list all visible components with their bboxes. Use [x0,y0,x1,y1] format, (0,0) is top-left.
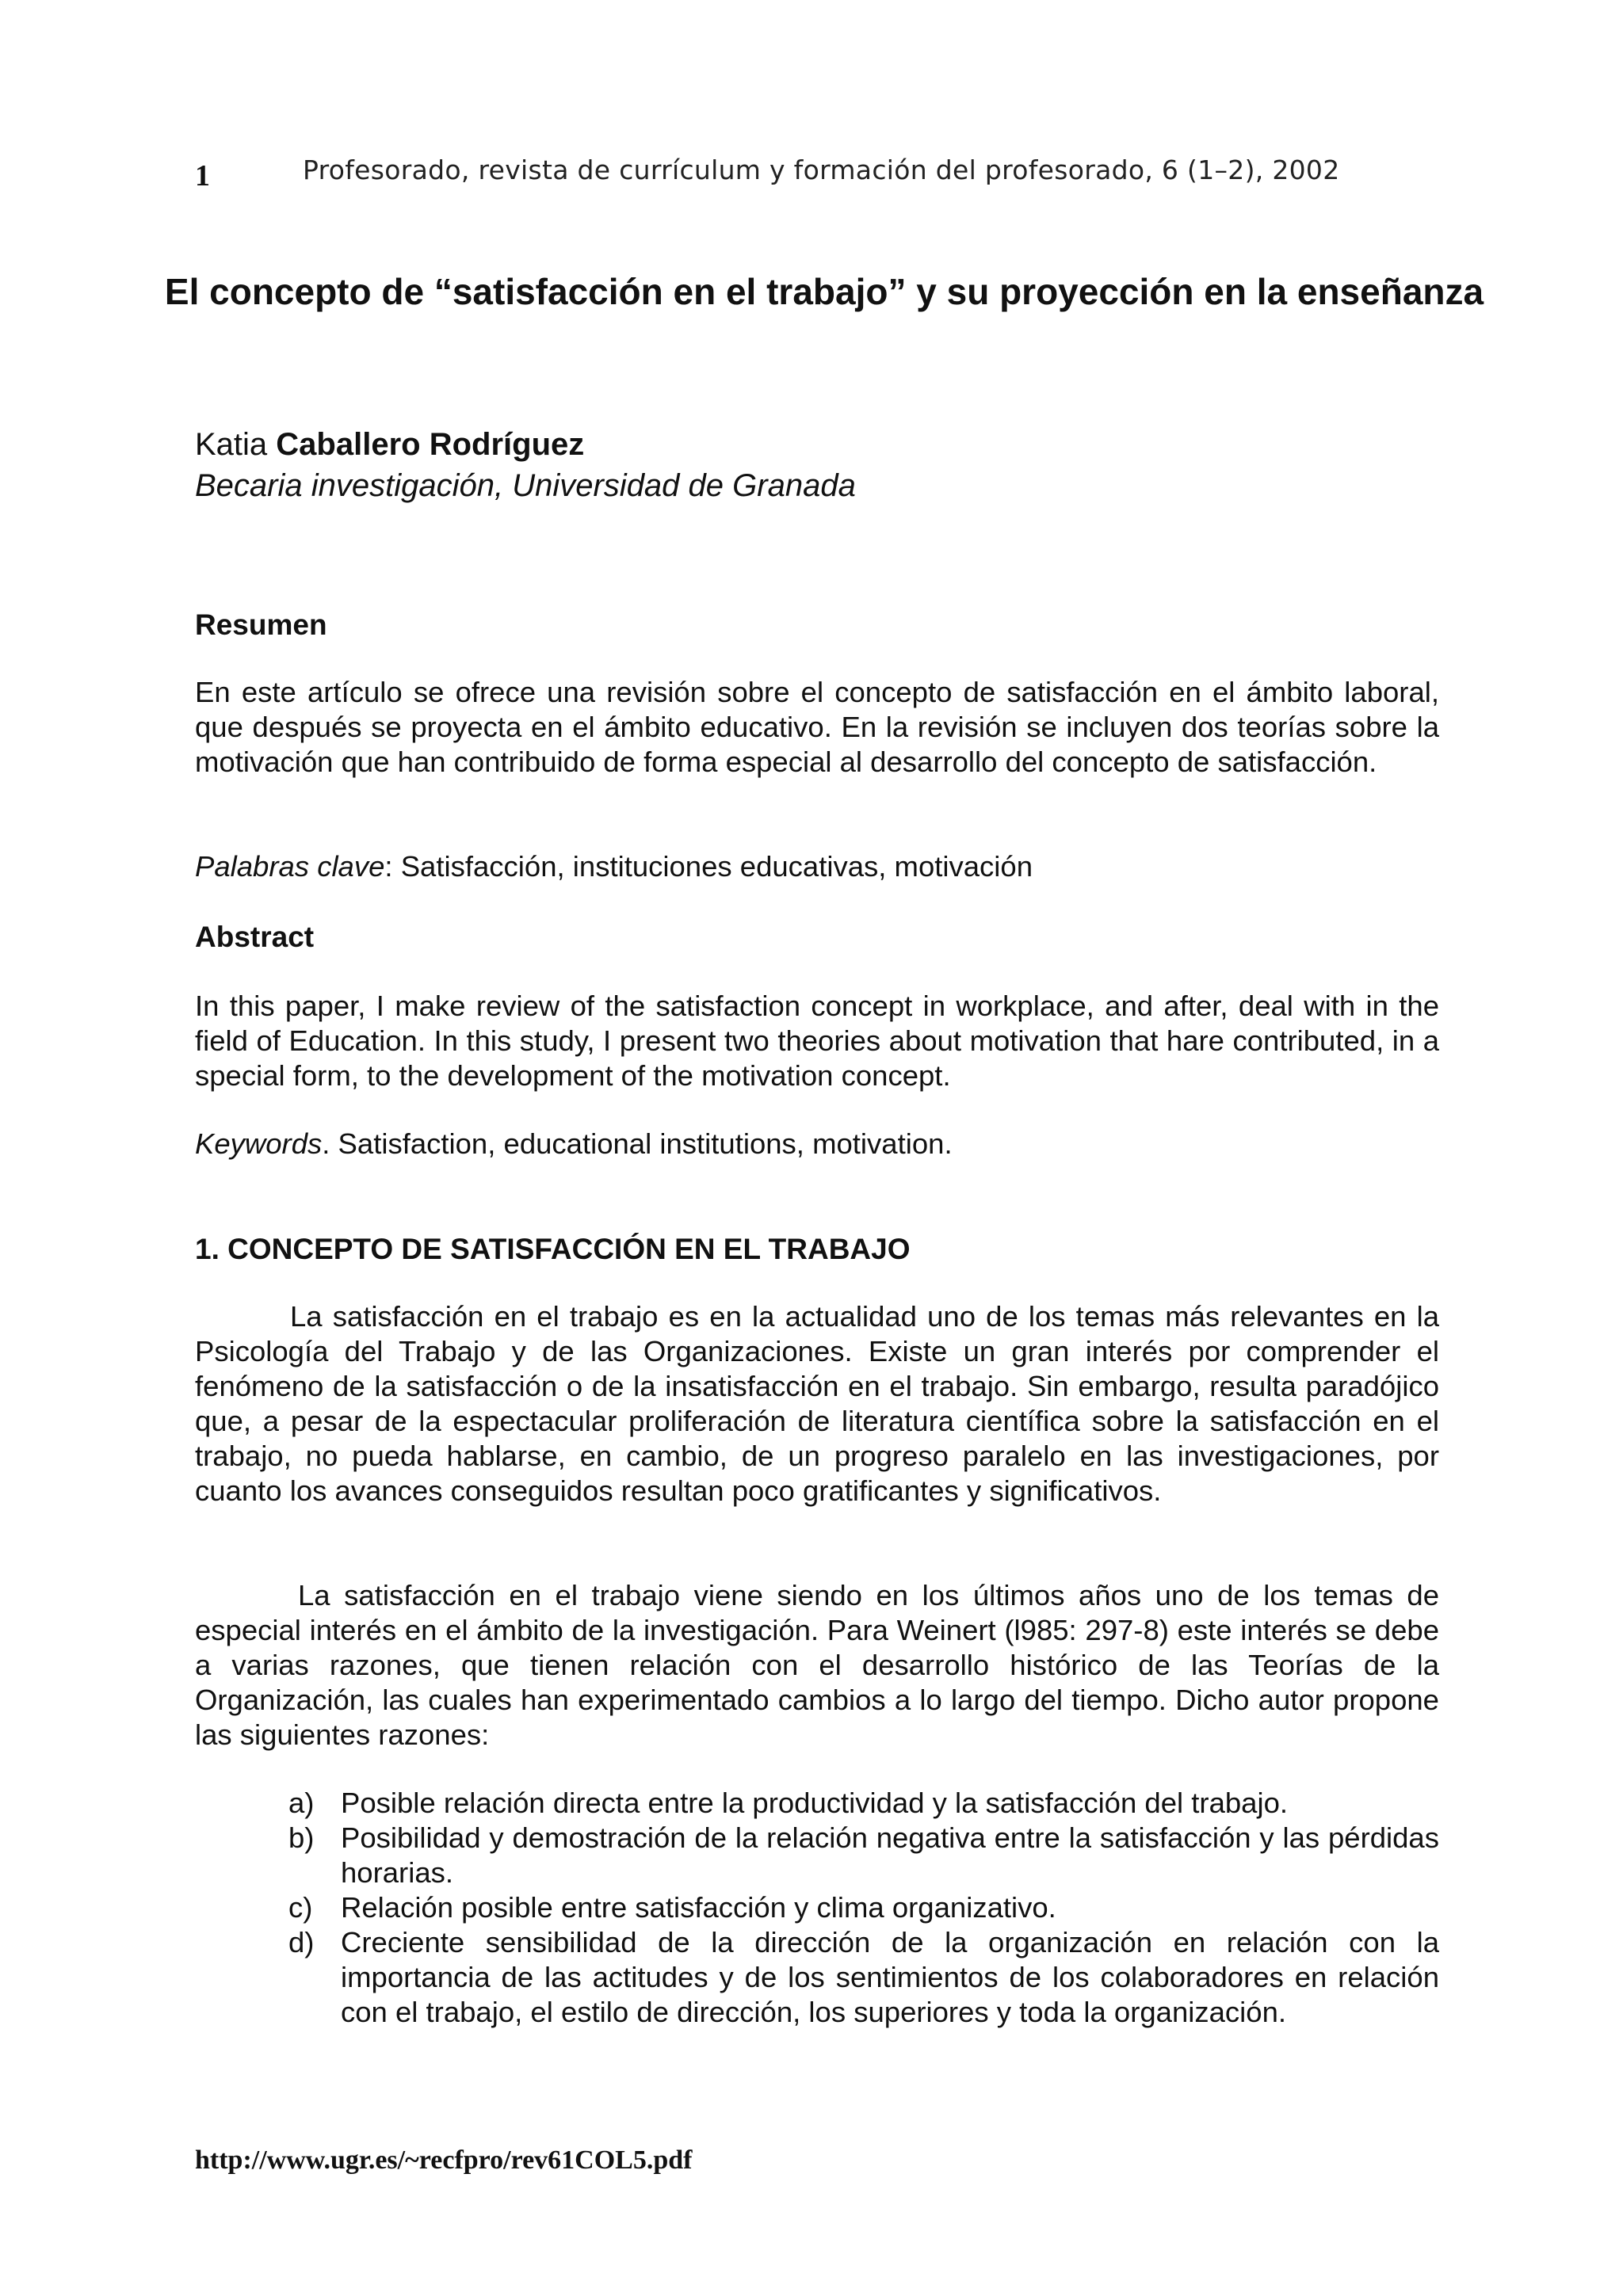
footer-url: http://www.ugr.es/~recfpro/rev61COL5.pdf [195,2145,693,2175]
page-number: 1 [195,159,210,193]
author-name [195,425,584,464]
reasons-list [288,1786,1439,2030]
keywords-label-en: Keywords [195,1127,323,1160]
abstract-keywords [195,1127,1439,1161]
list-marker: d) [288,1926,315,1958]
resumen-keywords [195,849,1439,884]
list-item [288,1786,1439,1821]
resumen-heading: Resumen [195,608,327,641]
keywords-en: . Satisfaction, educational institutions, motivation. [322,1127,953,1160]
resumen-body: En este artículo se ofrece una revisión sobre el concepto de satisfacción en el ámbito laboral, que después se proyecta en el ámbito educativo. En la revisión se incluyen dos teorías sobre la motivación que han contribuido de forma especial al desarrollo del concepto de satisfacción. [195,676,1439,778]
author-surname: Caballero Rodríguez [276,427,585,462]
page-header [195,154,1463,202]
list-item-text: Relación posible entre satisfacción y clima organizativo. [341,1891,1056,1924]
list-item-text: Creciente sensibilidad de la dirección de la organización en relación con la importancia de las actitudes y de los sentimientos de los colaboradores en relación con el trabajo, el estilo de dirección, los superiores y toda la organización. [341,1926,1439,2028]
abstract-heading: Abstract [195,921,315,953]
section-1-paragraph-2: La satisfacción en el trabajo viene siendo en los últimos años uno de los temas de especial interés en el ámbito de la investigación. Para Weinert (l985: 297-8) este interés se debe a varias razones, que tienen relación con el desarrollo histórico de las Teorías de la Organización, las cuales han experimentado cambios a lo largo del tiempo. Dicho autor propone las siguientes razones: [195,1579,1439,1751]
list-item [288,1890,1439,1925]
list-item-text: Posibilidad y demostración de la relación negativa entre la satisfacción y las pérdidas horarias. [341,1821,1439,1889]
author-first-name: Katia [195,427,268,462]
list-item-text: Posible relación directa entre la productividad y la satisfacción del trabajo. [341,1787,1289,1819]
list-marker: c) [288,1891,313,1924]
journal-citation: Profesorado, revista de currículum y formación del profesorado, 6 (1–2), 2002 [303,154,1340,185]
keywords-label-es: Palabras clave [195,850,385,883]
list-marker: a) [288,1787,315,1819]
list-marker: b) [288,1821,315,1854]
author-affiliation: Becaria investigación, Universidad de Granada [195,468,856,503]
article-title: El concepto de “satisfacción en el trabajo” y su proyección en la enseñanza [164,271,1484,312]
section-1-heading: 1. CONCEPTO DE SATISFACCIÓN EN EL TRABAJO [195,1233,911,1265]
list-item [288,1925,1439,2030]
abstract-body: In this paper, I make review of the satisfaction concept in workplace, and after, deal with in the field of Education. In this study, I present two theories about motivation that hare contributed, in a special form, to the development of the motivation concept. [195,990,1439,1092]
list-item [288,1821,1439,1890]
section-1-paragraph-1: La satisfacción en el trabajo es en la actualidad uno de los temas más relevantes en la Psicología del Trabajo y de las Organizaciones. Existe un gran interés por comprender el fenómeno de la satisfacción o de la insatisfacción en el trabajo. Sin embargo, resulta paradójico que, a pesar de la espectacular proliferación de literatura científica sobre la satisfacción en el trabajo, no pueda hablarse, en cambio, de un progreso paralelo en las investigaciones, por cuanto los avances conseguidos resultan poco gratificantes y significativos. [195,1300,1439,1507]
keywords-es: : Satisfacción, instituciones educativas, motivación [384,850,1033,883]
